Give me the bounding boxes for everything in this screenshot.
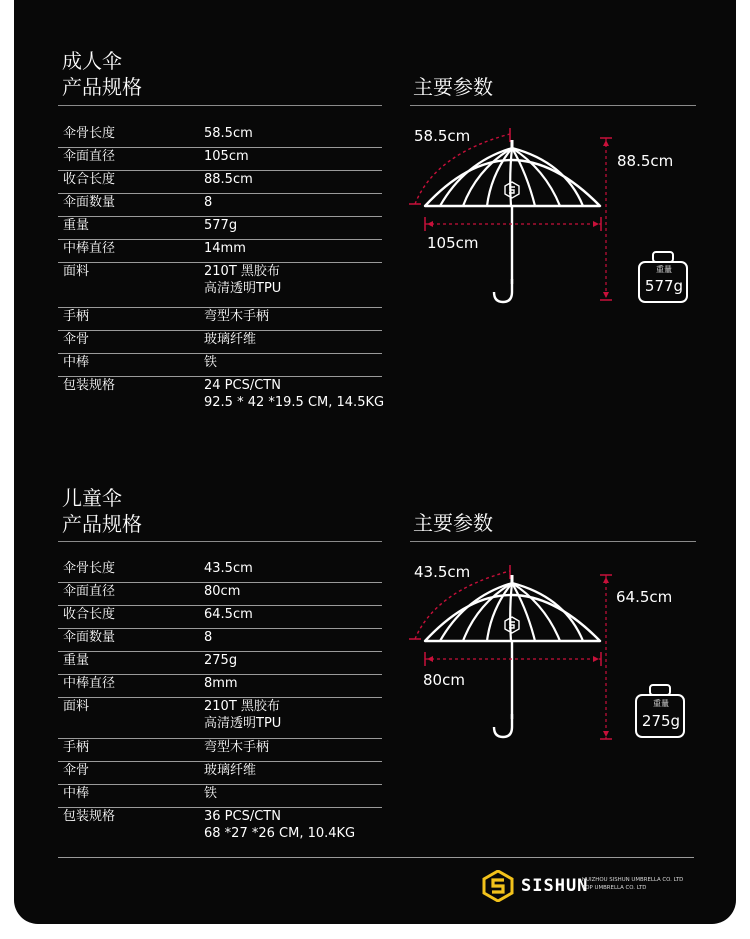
table-row [58, 583, 382, 606]
umbrella-handle [494, 279, 512, 302]
row-key: 收合长度 [63, 607, 116, 622]
row-key: 面料 [63, 699, 90, 714]
kids-title-line-1: 儿童伞 [62, 486, 122, 510]
kids-umbrella-diagram [405, 561, 705, 741]
row-key: 中棒 [63, 355, 90, 370]
diameter-arrow [427, 221, 433, 227]
adult-param-divider [410, 105, 696, 106]
kids-section-title [62, 485, 142, 537]
row-value: 24 PCS/CTN [204, 378, 281, 393]
sishun-logo-icon [481, 870, 515, 902]
row-value: 210T 黑胶布 [204, 264, 280, 279]
brand-company-line-2: TOP UMBRELLA CO. LTD [582, 885, 647, 891]
row-value: 58.5cm [204, 126, 253, 141]
weight-caption: 重量 [653, 699, 669, 708]
row-value-line-2: 高清透明TPU [204, 716, 282, 731]
diameter-arrow [427, 656, 433, 662]
adult-title-divider [58, 105, 382, 106]
table-row [58, 377, 385, 415]
row-value: 80cm [204, 584, 241, 599]
row-value: 210T 黑胶布 [204, 699, 280, 714]
diameter-label: 105cm [427, 234, 479, 252]
row-value-line-2: 68 *27 *26 CM, 10.4KG [204, 826, 356, 841]
table-row [58, 217, 382, 240]
footer-divider [58, 857, 694, 858]
row-key: 中棒直径 [63, 241, 116, 256]
rib-length-label: 58.5cm [414, 127, 471, 145]
adult-title-line-1: 成人伞 [62, 49, 122, 73]
table-row [58, 148, 382, 171]
row-value: 14mm [204, 241, 246, 256]
adult-umbrella-diagram [405, 124, 705, 304]
row-key: 伞面数量 [63, 630, 116, 645]
table-row [58, 629, 382, 652]
row-value: 36 PCS/CTN [204, 809, 281, 824]
row-key: 伞骨 [63, 332, 90, 347]
table-row [58, 308, 382, 331]
row-key: 收合长度 [63, 172, 116, 187]
brand-name: SISHUN [521, 876, 589, 896]
table-row [58, 194, 382, 217]
closed-length-arrow [603, 577, 609, 583]
table-row [58, 606, 382, 629]
rib-length-label: 43.5cm [414, 563, 471, 581]
kids-param-divider [410, 541, 696, 542]
row-value: 8mm [204, 676, 238, 691]
closed-length-arrow [603, 292, 609, 298]
table-row [58, 240, 382, 263]
weight-value: 275g [641, 712, 681, 730]
diameter-label: 80cm [423, 671, 465, 689]
row-key: 重量 [63, 653, 90, 668]
diameter-arrow [593, 221, 599, 227]
row-key: 手柄 [63, 740, 90, 755]
row-key: 伞面直径 [63, 149, 116, 164]
canopy-logo-icon [505, 182, 519, 198]
row-key: 伞骨 [63, 763, 90, 778]
row-key: 伞面直径 [63, 584, 116, 599]
canopy-logo-icon [505, 617, 519, 633]
closed-length-arrow [603, 731, 609, 737]
row-value: 275g [204, 653, 238, 668]
row-value: 577g [204, 218, 238, 233]
table-row [58, 739, 382, 762]
adult-title-line-2: 产品规格 [62, 75, 142, 99]
row-key: 包装规格 [63, 809, 116, 824]
row-value: 43.5cm [204, 561, 253, 576]
row-value: 弯型木手柄 [204, 740, 270, 755]
adult-spec-table [58, 125, 385, 415]
adult-section-title [62, 48, 142, 100]
row-key: 伞骨长度 [63, 126, 116, 141]
table-row [58, 354, 382, 377]
kids-param-title: 主要参数 [413, 511, 493, 535]
row-value: 64.5cm [204, 607, 253, 622]
table-row [58, 331, 382, 354]
diameter-arrow [593, 656, 599, 662]
row-key: 重量 [63, 218, 90, 233]
weight-caption: 重量 [656, 265, 672, 274]
row-value: 铁 [204, 355, 218, 370]
table-row [58, 560, 382, 583]
umbrella-handle [494, 714, 512, 737]
row-key: 中棒直径 [63, 676, 116, 691]
table-row [58, 675, 382, 698]
table-row [58, 762, 382, 785]
row-value-line-2: 92.5 * 42 *19.5 CM, 14.5KG [204, 395, 385, 410]
row-value: 105cm [204, 149, 249, 164]
table-row [58, 263, 382, 308]
closed-length-label: 64.5cm [616, 588, 673, 606]
row-value: 8 [204, 630, 213, 645]
table-row [58, 125, 382, 148]
table-row [58, 698, 382, 739]
row-key: 中棒 [63, 786, 90, 801]
row-key: 手柄 [63, 309, 90, 324]
row-value: 8 [204, 195, 213, 210]
table-row [58, 171, 382, 194]
table-row [58, 652, 382, 675]
weight-value: 577g [644, 277, 684, 295]
row-value: 铁 [204, 786, 218, 801]
row-value-line-2: 高清透明TPU [204, 281, 282, 296]
rib-length-arc [415, 571, 510, 639]
adult-param-title: 主要参数 [413, 75, 493, 99]
row-key: 伞骨长度 [63, 561, 116, 576]
row-key: 面料 [63, 264, 90, 279]
row-value: 弯型木手柄 [204, 309, 270, 324]
row-value: 88.5cm [204, 172, 253, 187]
row-key: 伞面数量 [63, 195, 116, 210]
row-value: 玻璃纤维 [204, 763, 257, 778]
kids-spec-table [58, 560, 382, 846]
brand-company-line-1: HUIZHOU SISHUN UMBRELLA CO. LTD [582, 877, 684, 883]
closed-length-arrow [603, 140, 609, 146]
table-row [58, 808, 382, 846]
row-key: 包装规格 [63, 378, 116, 393]
table-row [58, 785, 382, 808]
row-value: 玻璃纤维 [204, 332, 257, 347]
kids-title-line-2: 产品规格 [62, 512, 142, 536]
closed-length-label: 88.5cm [617, 152, 674, 170]
kids-title-divider [58, 541, 382, 542]
